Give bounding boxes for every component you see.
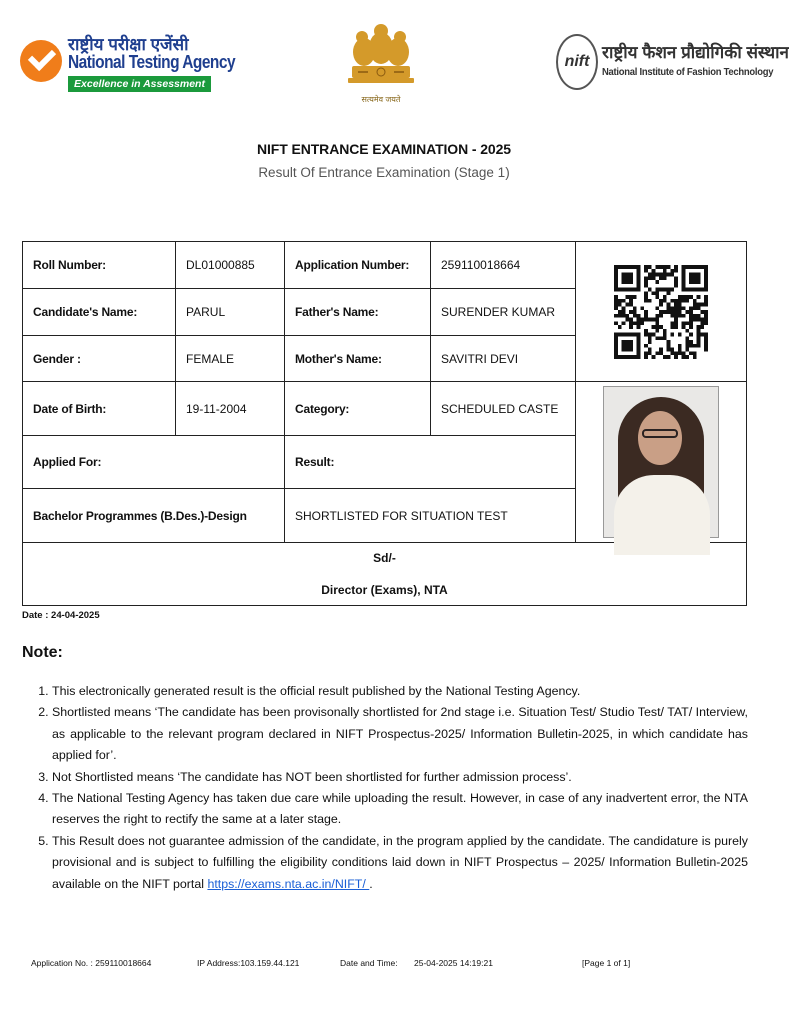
table-row (23, 242, 747, 289)
result-table (22, 241, 747, 606)
note-item: 2. Shortlisted means ‘The candidate has been provisonally shortlisted for 2nd stage i.e. Situation Test/ Studio Test/ TAT/ Interview, as applicable to the relevant program declared in NIFT Prospectus-2025/ Information Bulletin-2025, in which candidate has applied for’. (52, 702, 748, 766)
qr-code (614, 265, 708, 359)
page-subtitle: Result Of Entrance Examination (Stage 1) (258, 165, 510, 180)
dob-label: Date of Birth: (23, 382, 176, 436)
gender-label: Gender : (23, 336, 176, 382)
category-label: Category: (285, 382, 431, 436)
dob-value: 19-11-2004 (176, 382, 285, 436)
issue-date: Date : 24-04-2025 (22, 610, 100, 621)
note-heading: Note: (22, 644, 63, 661)
note-item (52, 831, 748, 895)
notes-list (36, 681, 748, 895)
result-value: SHORTLISTED FOR SITUATION TEST (285, 489, 576, 543)
signature-sd: Sd/- (373, 551, 396, 565)
candidate-photo (603, 386, 719, 538)
note-item-text: This Result does not guarantee admission of the candidate, in the program applied by the candidate. The candidature is purely provisional and is subject to fulfilling the eligibility conditions laid down in NIFT Prospectus – 2025/ Information Bulletin-2025 available on the NIFT portal (52, 833, 748, 891)
nta-hindi-name: राष्ट्रीय परीक्षा एजेंसी (68, 35, 189, 54)
emblem-icon (338, 22, 424, 92)
candidate-name-value: PARUL (176, 289, 285, 336)
nift-mark-icon: nift (556, 34, 598, 90)
applied-for-value: Bachelor Programmes (B.Des.)-Design (23, 489, 285, 543)
roll-number-label: Roll Number: (23, 242, 176, 289)
emblem-motto: सत्यमेव जयते (361, 95, 401, 104)
nta-tagline: Excellence in Assessment (68, 76, 211, 92)
father-name-value: SURENDER KUMAR (431, 289, 576, 336)
nift-logo (556, 32, 789, 92)
note-item: 4. The National Testing Agency has taken due care while uploading the result. However, in case of any inadvertent error, the NTA reserves the right to rectify the same at a later stage. (52, 788, 748, 831)
note-item: 3. Not Shortlisted means ‘The candidate has NOT been shortlisted for further admission process’. (52, 767, 748, 788)
qr-code-cell (576, 242, 747, 382)
nta-logo (20, 32, 236, 94)
footer-application-no: Application No. : 259110018664 (31, 958, 152, 968)
application-number-label: Application Number: (285, 242, 431, 289)
candidate-name-label: Candidate's Name: (23, 289, 176, 336)
page-header (0, 0, 789, 120)
national-emblem (338, 22, 424, 106)
nta-check-icon (20, 40, 62, 82)
nift-portal-link[interactable]: https://exams.nta.ac.in/NIFT/ (207, 876, 370, 891)
note-item: 1. This electronically generated result is the official result published by the National Testing Agency. (52, 681, 748, 702)
page-title: NIFT ENTRANCE EXAMINATION - 2025 (256, 141, 511, 157)
page-footer (0, 958, 768, 972)
mother-name-value: SAVITRI DEVI (431, 336, 576, 382)
photo-cell (576, 382, 747, 543)
table-row (23, 382, 747, 436)
application-number-value: 259110018664 (431, 242, 576, 289)
signature-role: Director (Exams), NTA (321, 583, 448, 597)
nift-name: National Institute of Fashion Technology (602, 66, 774, 78)
footer-datetime-label: Date and Time: (340, 958, 398, 968)
nift-hindi-name: राष्ट्रीय फैशन प्रौद्योगिकी संस्थान (602, 43, 789, 62)
nta-name: National Testing Agency (68, 52, 236, 72)
footer-datetime: 25-04-2025 14:19:21 (414, 958, 493, 968)
father-name-label: Father's Name: (285, 289, 431, 336)
footer-page-number: [Page 1 of 1] (582, 958, 631, 968)
note-item-end: . (369, 876, 373, 891)
result-label: Result: (285, 436, 576, 489)
roll-number-value: DL01000885 (176, 242, 285, 289)
gender-value: FEMALE (176, 336, 285, 382)
category-value: SCHEDULED CASTE (431, 382, 576, 436)
mother-name-label: Mother's Name: (285, 336, 431, 382)
applied-for-label: Applied For: (23, 436, 285, 489)
footer-ip-address: IP Address:103.159.44.121 (197, 958, 300, 968)
